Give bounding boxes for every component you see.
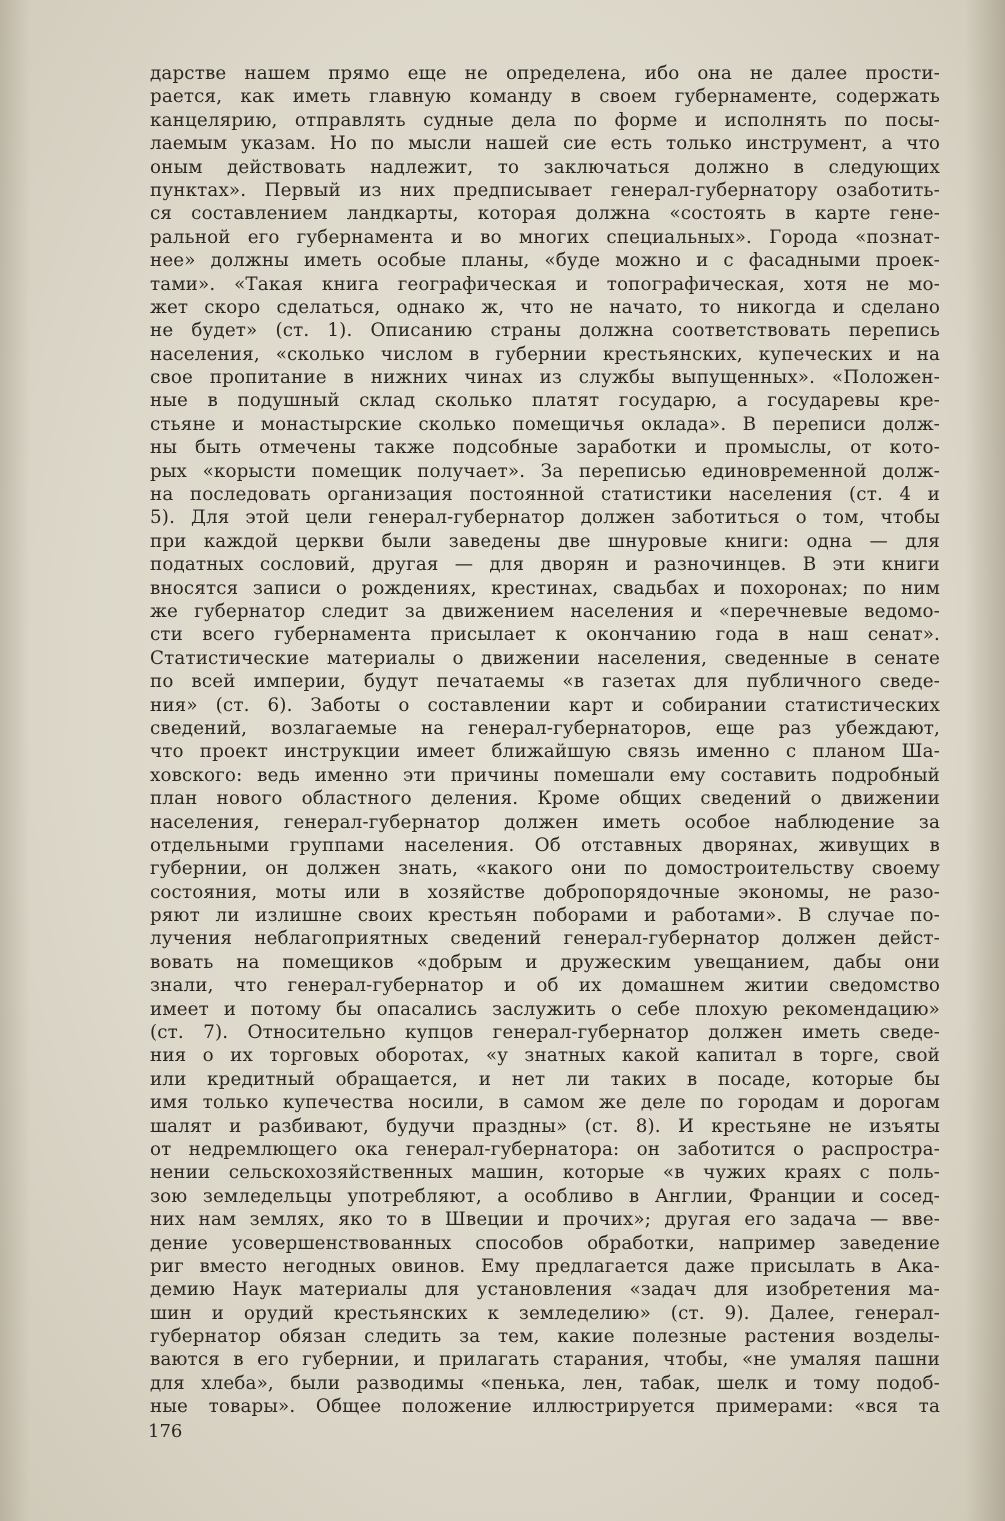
text-line: ния о их торговых оборотах, «у знатных какой капитал в торге, свой [150, 1045, 940, 1067]
text-line: имеет и потому бы опасались заслужить о себе плохую рекомендацию» [150, 998, 940, 1020]
text-line: имя только купечества носили, в самом же деле по городам и дорогам [150, 1092, 940, 1114]
page-edge-shadow-right [965, 0, 1005, 1521]
page-number: 176 [148, 1421, 183, 1442]
text-line: податных сословий, другая — для дворян и разночинцев. В эти книги [150, 554, 940, 576]
text-line: же губернатор следит за движением населения и «перечневые ведомо- [150, 600, 940, 622]
text-line: что проект инструкции имеет ближайшую связь именно с планом Ша- [150, 741, 940, 763]
text-line: план нового областного деления. Кроме общих сведений о движении [150, 788, 940, 810]
text-line: лаемым указам. Но по мысли нашей сие есть только инструмент, а что [150, 133, 940, 155]
text-line: них нам землях, яко то в Швеции и прочих»; другая его задача — вве- [150, 1209, 940, 1231]
text-line: для хлеба», были разводимы «пенька, лен, табак, шелк и тому подоб- [150, 1372, 940, 1394]
text-line: ховского: ведь именно эти причины помешали ему составить подробный [150, 764, 940, 786]
text-line: ваются в его губернии, и прилагать старания, чтобы, «не умаляя пашни [150, 1349, 940, 1371]
text-line: вносятся записи о рождениях, крестинах, свадьбах и похоронах; по ним [150, 577, 940, 599]
text-line: риг вместо негодных овинов. Ему предлагается даже присылать в Ака- [150, 1255, 940, 1277]
text-line: дение усовершенствованных способов обработки, например заведение [150, 1232, 940, 1254]
text-line: ны быть отмечены также подсобные заработки и промыслы, от кото- [150, 437, 940, 459]
text-line: знали, что генерал-губернатор и об их домашнем житии сведомство [150, 975, 940, 997]
text-line: ные товары». Общее положение иллюстрируется примерами: «вся та [150, 1396, 940, 1418]
text-line: населения, «сколько числом в губернии крестьянских, купеческих и на [150, 343, 940, 365]
text-line: шин и орудий крестьянских к земледелию» (ст. 9). Далее, генерал- [150, 1302, 940, 1324]
text-line: губернатор обязан следить за тем, какие полезные растения возделы- [150, 1326, 940, 1348]
text-line: дарстве нашем прямо еще не определена, ибо она не далее прости- [150, 63, 940, 84]
text-line: ральной его губернамента и во многих специальных». Города «познат- [150, 226, 940, 248]
text-line: стьяне и монастырские сколько помещичья оклада». В переписи долж- [150, 413, 940, 435]
text-line: сведений, возлагаемые на генерал-губернаторов, еще раз убеждают, [150, 717, 940, 739]
text-line: ряют ли излишне своих крестьян поборами и работами». В случае по- [150, 905, 940, 927]
text-line: зою земледельцы употребляют, а особливо в Англии, Франции и сосед- [150, 1185, 940, 1207]
text-line: вовать на помещиков «добрым и дружеским увещанием, дабы они [150, 951, 940, 973]
text-line: сти всего губернамента присылает к окончанию года в наш сенат». [150, 624, 940, 646]
text-line: рых «корысти помещик получает». За переписью единовременной долж- [150, 460, 940, 482]
text-line: ные в подушный склад сколько платят государю, а государевы кре- [150, 390, 940, 412]
text-line: (ст. 7). Относительно купцов генерал-губернатор должен иметь сведе- [150, 1022, 940, 1044]
text-line: отдельными группами населения. Об отставных дворянах, живущих в [150, 834, 940, 856]
text-line: демию Наук материалы для установления «задач для изобретения ма- [150, 1279, 940, 1301]
text-line: ся составлением ландкарты, которая должна «состоять в карте гене- [150, 203, 940, 225]
text-line: лучения неблагоприятных сведений генерал-губернатор должен дейст- [150, 928, 940, 950]
text-line: ния» (ст. 6). Заботы о составлении карт и собирании статистических [150, 694, 940, 716]
text-line: Статистические материалы о движении населения, сведенные в сенате [150, 647, 940, 669]
text-line: нении сельскохозяйственных машин, которые «в чужих краях с поль- [150, 1162, 940, 1184]
text-line: оным действовать надлежит, то заключаться должно в следующих [150, 156, 940, 178]
text-line: нее» должны иметь особые планы, «буде можно и с фасадными проек- [150, 250, 940, 272]
text-line: рается, как иметь главную команду в своем губернаменте, содержать [150, 86, 940, 108]
text-line: при каждой церкви были заведены две шнуровые книги: одна — для [150, 530, 940, 552]
text-line: на последовать организация постоянной статистики населения (ст. 4 и [150, 484, 940, 506]
text-line: жет скоро сделаться, однако ж, что не начато, то никогда и сделано [150, 296, 940, 318]
text-line: шалят и разбивают, будучи праздны» (ст. 8). И крестьяне не изъяты [150, 1115, 940, 1137]
text-line: 5). Для этой цели генерал-губернатор должен заботиться о том, чтобы [150, 507, 940, 529]
text-line: канцелярию, отправлять судные дела по форме и исполнять по посы- [150, 109, 940, 131]
text-line: населения, генерал-губернатор должен иметь особое наблюдение за [150, 811, 940, 833]
text-line: свое пропитание в нижних чинах из службы выпущенных». «Положен- [150, 367, 940, 389]
body-text [150, 62, 940, 1419]
text-line: пунктах». Первый из них предписывает генерал-губернатору озаботить- [150, 179, 940, 201]
text-line: состояния, моты или в хозяйстве добропорядочные экономы, не разо- [150, 881, 940, 903]
text-line: тами». «Такая книга географическая и топографическая, хотя не мо- [150, 273, 940, 295]
text-line: или кредитный обращается, и нет ли таких в посаде, которые бы [150, 1068, 940, 1090]
text-line: от недремлющего ока генерал-губернатора: он заботится о распростра- [150, 1138, 940, 1160]
text-line: по всей империи, будут печатаемы «в газетах для публичного сведе- [150, 671, 940, 693]
text-line: губернии, он должен знать, «какого они по домостроительству своему [150, 858, 940, 880]
page-edge-shadow-left [0, 0, 30, 1521]
text-line: не будет» (ст. 1). Описанию страны должна соответствовать перепись [150, 320, 940, 342]
